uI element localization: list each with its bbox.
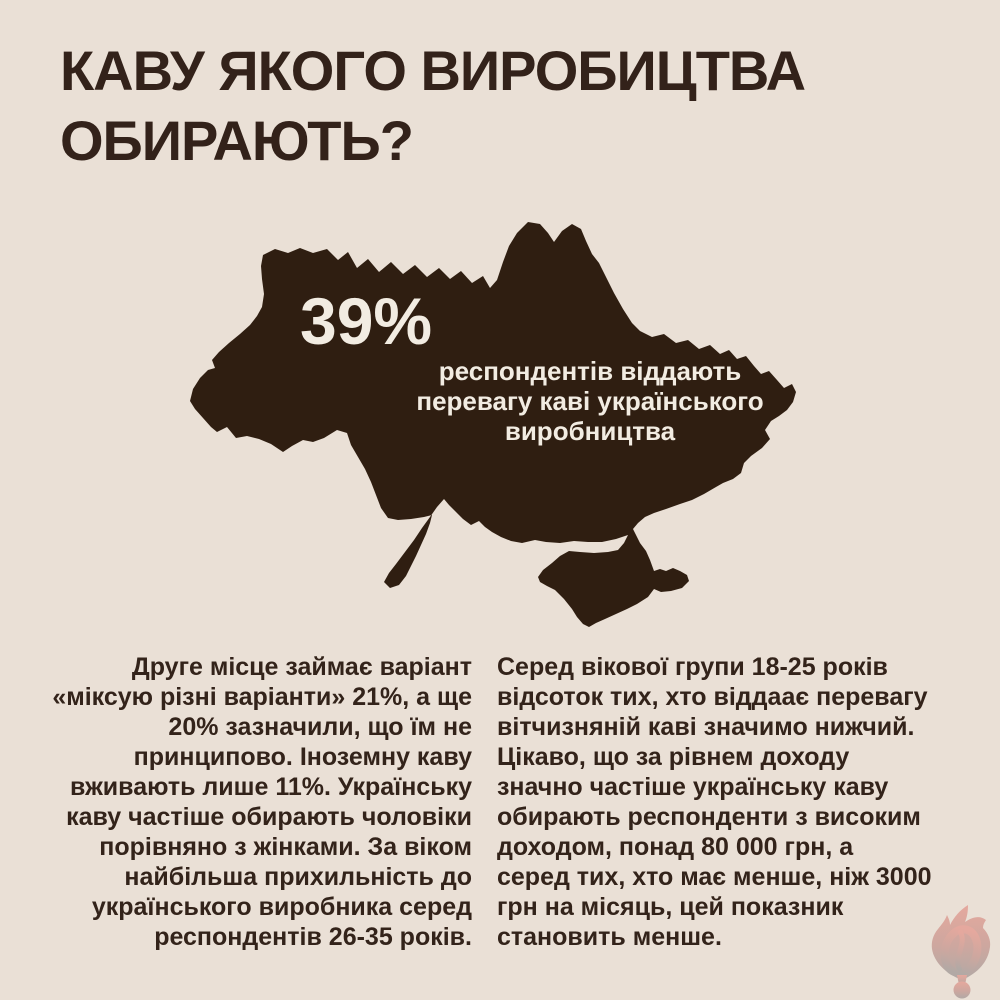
paragraph-line: «міксую різні варіанти» 21%, а ще: [52, 683, 472, 711]
paragraph-line: грн на місяць, цей показник: [497, 893, 844, 921]
paragraph-line: 20% зазначили, що їм не: [168, 713, 472, 741]
caption-line-2: перевагу каві українського: [416, 386, 764, 416]
caption-line-1: респондентів віддають: [438, 356, 742, 386]
paragraph-line: обирають респонденти з високим: [497, 803, 921, 831]
map-caption: [400, 356, 780, 446]
paragraph-line: каву частіше обирають чоловіки: [66, 803, 472, 831]
title-line-1: КАВУ ЯКОГО ВИРОБИЦТВА: [60, 39, 806, 102]
paragraph-line: найбільша прихильність до: [124, 863, 472, 891]
title-line-2: ОБИРАЮТЬ?: [60, 109, 413, 172]
stat-value: 39%: [300, 284, 433, 358]
paragraph-line: респондентів 26-35 років.: [154, 923, 472, 951]
paragraph-line: принципово. Іноземну каву: [133, 743, 472, 771]
paragraph-line: відсоток тих, хто віддаає перевагу: [497, 683, 928, 711]
paragraph-line: доходом, понад 80 000 грн, а: [497, 833, 854, 861]
paragraph-line: українського виробника серед: [91, 893, 472, 921]
paragraph-line: Цікаво, що за рівнем доходу: [497, 743, 850, 771]
paragraph-line: вживають лише 11%. Українську: [70, 773, 472, 801]
coffee-bean-flame-logo: [924, 902, 1000, 1000]
page-title: [60, 36, 960, 176]
caption-line-3: виробництва: [504, 416, 676, 446]
paragraph-line: серед тих, хто має менше, ніж 3000: [497, 863, 932, 891]
paragraph-line: Друге місце займає варіант: [131, 653, 472, 681]
right-paragraph: [497, 652, 957, 952]
paragraph-line: порівняно з жінками. За віком: [99, 833, 472, 861]
paragraph-line: вітчизняній каві значимо нижчий.: [497, 713, 915, 741]
paragraph-line: становить менше.: [497, 923, 722, 951]
left-paragraph: [25, 652, 472, 952]
paragraph-line: Серед вікової групи 18-25 років: [497, 653, 888, 681]
coffee-bean-flame-icon: [924, 902, 1000, 1000]
droplet-icon: [954, 982, 971, 999]
paragraph-line: значно частіше українську каву: [497, 773, 889, 801]
